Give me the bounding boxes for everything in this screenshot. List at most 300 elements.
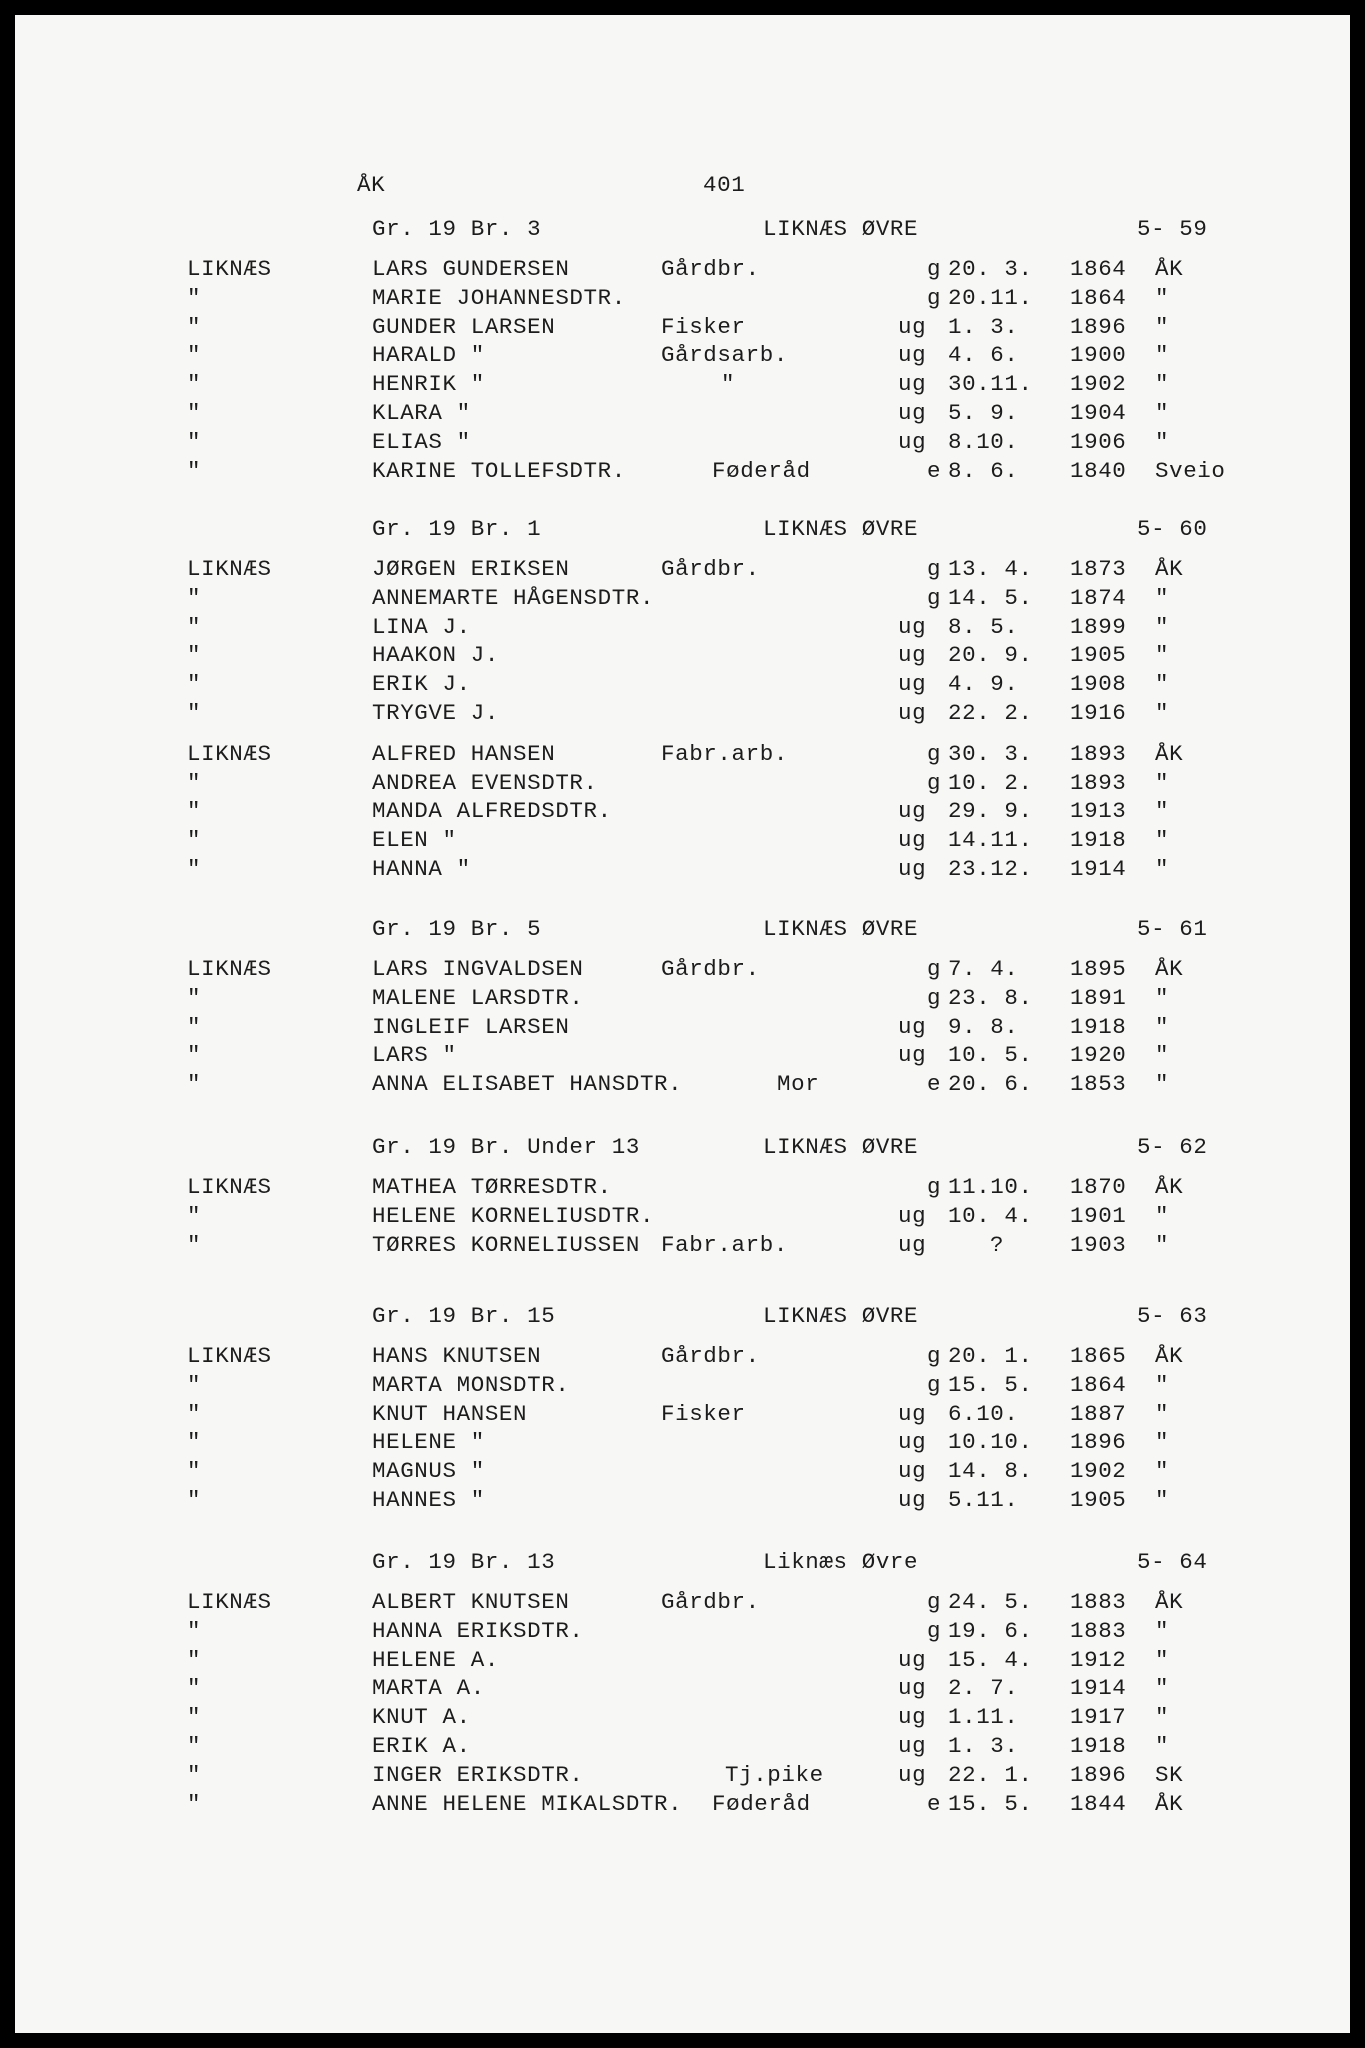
row-birth-year: 1918 — [1070, 1013, 1127, 1040]
row-place: " — [187, 827, 202, 854]
row-marital-status: ug — [898, 1704, 927, 1731]
person-row — [15, 797, 1350, 826]
row-name: HANS KNUTSEN — [372, 1343, 542, 1369]
section-farm-number: Gr. 19 Br. 1 — [372, 516, 542, 542]
row-marital-status: ug — [898, 855, 927, 882]
row-birth-date: 1.11. — [948, 1704, 1019, 1731]
row-place: LIKNÆS — [187, 1174, 272, 1200]
row-place: " — [187, 1732, 202, 1759]
row-place: " — [187, 313, 202, 340]
row-name: HAAKON J. — [372, 642, 499, 669]
person-row — [15, 613, 1350, 642]
row-marital-status: ug — [898, 1013, 927, 1040]
person-row — [15, 457, 1350, 486]
row-place: " — [187, 984, 202, 1011]
person-row — [15, 826, 1350, 855]
row-birth-year: 1896 — [1070, 313, 1127, 340]
row-birth-year: 1840 — [1070, 457, 1127, 484]
row-marital-status: ug — [898, 1400, 927, 1427]
row-birth-date: 6.10. — [948, 1400, 1019, 1427]
row-name: ANNE HELENE MIKALSDTR. — [372, 1790, 683, 1817]
row-name: ERIK A. — [372, 1732, 471, 1759]
row-name: TØRRES KORNELIUSSEN — [372, 1231, 640, 1258]
person-row — [15, 313, 1350, 342]
row-occupation: " — [721, 371, 736, 398]
person-row — [15, 341, 1350, 370]
row-marital-status: ug — [898, 798, 927, 825]
person-row — [15, 670, 1350, 699]
row-birthplace: " — [1155, 1732, 1170, 1759]
row-marital-status: g — [927, 556, 942, 582]
row-birth-date: 23.12. — [948, 855, 1033, 882]
section-farm-number: Gr. 19 Br. 13 — [372, 1549, 556, 1575]
section-reference: 5- 61 — [1137, 916, 1208, 942]
row-birth-year: 1891 — [1070, 984, 1127, 1011]
row-marital-status: ug — [898, 671, 927, 698]
row-marital-status: ug — [898, 1429, 927, 1456]
row-birth-year: 1895 — [1070, 956, 1127, 982]
row-occupation: Gårdbr. — [661, 256, 760, 282]
row-name: LARS INGVALDSEN — [372, 956, 584, 982]
section-area-name: LIKNÆS ØVRE — [763, 216, 919, 242]
row-birth-date: 20. 6. — [948, 1071, 1033, 1098]
section-area-name: Liknæs Øvre — [763, 1549, 919, 1575]
row-birth-date: 23. 8. — [948, 984, 1033, 1011]
row-birth-year: 1899 — [1070, 613, 1127, 640]
row-birth-year: 1853 — [1070, 1071, 1127, 1098]
row-birth-date: 20. 1. — [948, 1343, 1033, 1369]
row-birthplace: ÅK — [1155, 1589, 1184, 1615]
row-name: HELENE A. — [372, 1646, 499, 1673]
section-header — [15, 1302, 1350, 1342]
row-place: " — [187, 399, 202, 426]
row-name: LINA J. — [372, 613, 471, 640]
page-number: 401 — [703, 172, 746, 198]
row-place: " — [187, 1429, 202, 1456]
row-place: " — [187, 1646, 202, 1673]
row-place: " — [187, 671, 202, 698]
row-marital-status: ug — [898, 371, 927, 398]
row-occupation: Mor — [777, 1071, 820, 1098]
row-place: LIKNÆS — [187, 956, 272, 982]
row-birth-date: 1. 3. — [948, 313, 1019, 340]
row-birthplace: " — [1155, 827, 1170, 854]
row-marital-status: g — [927, 1617, 942, 1644]
row-birth-date: 2. 7. — [948, 1675, 1019, 1702]
person-row — [15, 255, 1350, 284]
row-birth-date: 30.11. — [948, 371, 1033, 398]
row-place: LIKNÆS — [187, 1343, 272, 1369]
row-birth-date: 8. 6. — [948, 457, 1019, 484]
row-name: TRYGVE J. — [372, 699, 499, 726]
row-birth-date: 15. 5. — [948, 1371, 1033, 1398]
row-place: " — [187, 613, 202, 640]
section-reference: 5- 63 — [1137, 1303, 1208, 1329]
row-name: KNUT A. — [372, 1704, 471, 1731]
row-place: LIKNÆS — [187, 740, 272, 767]
row-birthplace: " — [1155, 1458, 1170, 1485]
row-marital-status: ug — [898, 1231, 927, 1258]
row-birth-date: 20.11. — [948, 284, 1033, 311]
person-row — [15, 1400, 1350, 1429]
row-birth-year: 1920 — [1070, 1042, 1127, 1069]
person-row — [15, 1588, 1350, 1617]
row-name: LARS " — [372, 1042, 457, 1069]
person-row — [15, 284, 1350, 313]
row-place: " — [187, 1617, 202, 1644]
person-row — [15, 1703, 1350, 1732]
person-row — [15, 1342, 1350, 1371]
row-marital-status: ug — [898, 1486, 927, 1513]
row-birth-date: 20. 9. — [948, 642, 1033, 669]
person-row — [15, 1173, 1350, 1202]
row-name: KARINE TOLLEFSDTR. — [372, 457, 626, 484]
person-row — [15, 1646, 1350, 1675]
row-birth-date: 11.10. — [948, 1174, 1033, 1200]
row-birth-date: 13. 4. — [948, 556, 1033, 582]
row-occupation: Fabr.arb. — [661, 1231, 788, 1258]
row-birth-year: 1917 — [1070, 1704, 1127, 1731]
row-birth-date: 10. 2. — [948, 769, 1033, 796]
row-name: HENRIK " — [372, 371, 485, 398]
section-area-name: LIKNÆS ØVRE — [763, 1303, 919, 1329]
row-birthplace: " — [1155, 1371, 1170, 1398]
register-section — [15, 515, 1350, 884]
row-birthplace: " — [1155, 1704, 1170, 1731]
row-birthplace: " — [1155, 1400, 1170, 1427]
row-marital-status: ug — [898, 1761, 927, 1788]
row-birthplace: Sveio — [1155, 457, 1226, 484]
row-birth-date: 20. 3. — [948, 256, 1033, 282]
row-place: " — [187, 428, 202, 455]
row-marital-status: g — [927, 984, 942, 1011]
row-birth-year: 1918 — [1070, 827, 1127, 854]
section-area-name: LIKNÆS ØVRE — [763, 916, 919, 942]
row-name: MALENE LARSDTR. — [372, 984, 584, 1011]
row-name: ALBERT KNUTSEN — [372, 1589, 570, 1615]
row-birth-year: 1912 — [1070, 1646, 1127, 1673]
row-birth-year: 1902 — [1070, 371, 1127, 398]
person-row — [15, 1457, 1350, 1486]
row-place: " — [187, 584, 202, 611]
row-birthplace: " — [1155, 984, 1170, 1011]
row-place: " — [187, 284, 202, 311]
row-name: HARALD " — [372, 342, 485, 369]
row-marital-status: g — [927, 1343, 942, 1369]
row-birth-year: 1883 — [1070, 1589, 1127, 1615]
section-farm-number: Gr. 19 Br. 5 — [372, 916, 542, 942]
row-place: " — [187, 1231, 202, 1258]
row-birthplace: " — [1155, 1429, 1170, 1456]
row-occupation: Fisker — [661, 1400, 746, 1427]
row-birthplace: ÅK — [1155, 956, 1184, 982]
row-name: MANDA ALFREDSDTR. — [372, 798, 612, 825]
row-birth-year: 1903 — [1070, 1231, 1127, 1258]
row-birth-year: 1864 — [1070, 256, 1127, 282]
row-birthplace: " — [1155, 1617, 1170, 1644]
row-birthplace: " — [1155, 671, 1170, 698]
person-row — [15, 370, 1350, 399]
row-marital-status: g — [927, 1371, 942, 1398]
row-place: " — [187, 798, 202, 825]
row-name: KNUT HANSEN — [372, 1400, 528, 1427]
row-marital-status: ug — [898, 399, 927, 426]
row-birth-date: 4. 9. — [948, 671, 1019, 698]
row-birthplace: ÅK — [1155, 1174, 1184, 1200]
row-marital-status: g — [927, 769, 942, 796]
person-row — [15, 584, 1350, 613]
row-place: " — [187, 1458, 202, 1485]
row-birthplace: " — [1155, 855, 1170, 882]
row-place: LIKNÆS — [187, 256, 272, 282]
row-place: " — [187, 1790, 202, 1817]
row-marital-status: e — [927, 457, 942, 484]
row-name: ALFRED HANSEN — [372, 740, 556, 767]
row-birth-date: 22. 1. — [948, 1761, 1033, 1788]
row-name: MARTA A. — [372, 1675, 485, 1702]
row-birth-year: 1893 — [1070, 769, 1127, 796]
register-section — [15, 1133, 1350, 1259]
row-marital-status: ug — [898, 1732, 927, 1759]
row-birth-year: 1896 — [1070, 1429, 1127, 1456]
row-place: LIKNÆS — [187, 556, 272, 582]
register-section — [15, 1548, 1350, 1818]
row-name: INGLEIF LARSEN — [372, 1013, 570, 1040]
row-name: HANNES " — [372, 1486, 485, 1513]
row-birthplace: " — [1155, 584, 1170, 611]
row-birth-year: 1914 — [1070, 1675, 1127, 1702]
row-birthplace: " — [1155, 642, 1170, 669]
row-birth-year: 1883 — [1070, 1617, 1127, 1644]
row-birth-date: 22. 2. — [948, 699, 1033, 726]
row-marital-status: ug — [898, 699, 927, 726]
row-name: ERIK J. — [372, 671, 471, 698]
row-place: " — [187, 1042, 202, 1069]
row-birth-date: 10. 5. — [948, 1042, 1033, 1069]
row-birth-year: 1865 — [1070, 1343, 1127, 1369]
row-birthplace: SK — [1155, 1761, 1184, 1788]
section-header — [15, 1548, 1350, 1588]
row-place: " — [187, 371, 202, 398]
row-place: " — [187, 1400, 202, 1427]
person-row — [15, 1371, 1350, 1400]
row-marital-status: ug — [898, 1675, 927, 1702]
row-birth-year: 1864 — [1070, 1371, 1127, 1398]
person-row — [15, 955, 1350, 984]
row-birth-year: 1905 — [1070, 642, 1127, 669]
row-place: " — [187, 1486, 202, 1513]
row-birth-date: 7. 4. — [948, 956, 1019, 982]
row-occupation: Føderåd — [712, 1790, 811, 1817]
row-place: " — [187, 342, 202, 369]
person-row — [15, 641, 1350, 670]
section-farm-number: Gr. 19 Br. Under 13 — [372, 1134, 640, 1160]
row-place: " — [187, 1704, 202, 1731]
person-row — [15, 1674, 1350, 1703]
row-marital-status: ug — [898, 1042, 927, 1069]
row-marital-status: ug — [898, 342, 927, 369]
row-name: ANDREA EVENSDTR. — [372, 769, 598, 796]
row-birth-year: 1904 — [1070, 399, 1127, 426]
row-birth-year: 1906 — [1070, 428, 1127, 455]
person-row — [15, 1790, 1350, 1819]
row-birth-year: 1913 — [1070, 798, 1127, 825]
row-name: HELENE " — [372, 1429, 485, 1456]
row-place: " — [187, 457, 202, 484]
row-birth-year: 1914 — [1070, 855, 1127, 882]
row-occupation: Gårdbr. — [661, 556, 760, 582]
row-birth-date: 8. 5. — [948, 613, 1019, 640]
row-birth-year: 1870 — [1070, 1174, 1127, 1200]
row-birthplace: " — [1155, 769, 1170, 796]
row-name: JØRGEN ERIKSEN — [372, 556, 570, 582]
row-name: LARS GUNDERSEN — [372, 256, 570, 282]
row-birth-year: 1873 — [1070, 556, 1127, 582]
person-row — [15, 428, 1350, 457]
row-birthplace: " — [1155, 342, 1170, 369]
row-occupation: Tj.pike — [725, 1761, 824, 1788]
row-birthplace: " — [1155, 1071, 1170, 1098]
row-birthplace: " — [1155, 399, 1170, 426]
row-birth-date: ? — [990, 1231, 1005, 1258]
row-birthplace: " — [1155, 284, 1170, 311]
row-birth-date: 8.10. — [948, 428, 1019, 455]
row-birth-date: 19. 6. — [948, 1617, 1033, 1644]
row-birthplace: " — [1155, 613, 1170, 640]
row-marital-status: ug — [898, 1202, 927, 1229]
row-marital-status: g — [927, 284, 942, 311]
register-section — [15, 915, 1350, 1099]
person-row — [15, 399, 1350, 428]
row-birth-year: 1901 — [1070, 1202, 1127, 1229]
row-place: " — [187, 1013, 202, 1040]
row-name: HELENE KORNELIUSDTR. — [372, 1202, 655, 1229]
row-occupation: Gårdbr. — [661, 956, 760, 982]
row-marital-status: ug — [898, 827, 927, 854]
row-birthplace: ÅK — [1155, 256, 1184, 282]
register-section — [15, 1302, 1350, 1515]
row-birth-date: 29. 9. — [948, 798, 1033, 825]
section-area-name: LIKNÆS ØVRE — [763, 516, 919, 542]
row-name: MATHEA TØRRESDTR. — [372, 1174, 612, 1200]
row-name: MARIE JOHANNESDTR. — [372, 284, 626, 311]
row-birthplace: " — [1155, 699, 1170, 726]
row-birthplace: " — [1155, 1486, 1170, 1513]
row-birth-date: 30. 3. — [948, 740, 1033, 767]
section-reference: 5- 62 — [1137, 1134, 1208, 1160]
row-birth-date: 5. 9. — [948, 399, 1019, 426]
row-marital-status: g — [927, 584, 942, 611]
row-place: " — [187, 855, 202, 882]
row-birthplace: " — [1155, 1013, 1170, 1040]
row-birthplace: ÅK — [1155, 740, 1184, 767]
row-birth-year: 1874 — [1070, 584, 1127, 611]
section-header — [15, 915, 1350, 955]
row-birthplace: " — [1155, 798, 1170, 825]
row-birthplace: " — [1155, 1202, 1170, 1229]
person-row — [15, 1486, 1350, 1515]
row-occupation: Fabr.arb. — [661, 740, 788, 767]
row-birth-date: 24. 5. — [948, 1589, 1033, 1615]
row-marital-status: ug — [898, 1646, 927, 1673]
row-birthplace: " — [1155, 1675, 1170, 1702]
person-row — [15, 984, 1350, 1013]
person-row — [15, 1013, 1350, 1042]
row-marital-status: e — [927, 1071, 942, 1098]
section-header — [15, 1133, 1350, 1173]
row-birthplace: ÅK — [1155, 556, 1184, 582]
row-birth-year: 1893 — [1070, 740, 1127, 767]
row-birth-date: 14. 5. — [948, 584, 1033, 611]
row-place: " — [187, 699, 202, 726]
row-marital-status: ug — [898, 613, 927, 640]
row-marital-status: g — [927, 740, 942, 767]
row-marital-status: g — [927, 956, 942, 982]
row-birth-date: 9. 8. — [948, 1013, 1019, 1040]
row-birth-year: 1905 — [1070, 1486, 1127, 1513]
row-birth-year: 1918 — [1070, 1732, 1127, 1759]
person-row — [15, 740, 1350, 769]
row-name: HANNA ERIKSDTR. — [372, 1617, 584, 1644]
row-name: GUNDER LARSEN — [372, 313, 556, 340]
row-marital-status: g — [927, 1589, 942, 1615]
row-birth-date: 1. 3. — [948, 1732, 1019, 1759]
row-occupation: Fisker — [661, 313, 746, 340]
row-birth-date: 15. 4. — [948, 1646, 1033, 1673]
row-birthplace: ÅK — [1155, 1790, 1184, 1817]
section-reference: 5- 60 — [1137, 516, 1208, 542]
row-place: " — [187, 769, 202, 796]
row-marital-status: ug — [898, 1458, 927, 1485]
row-place: " — [187, 1371, 202, 1398]
section-header — [15, 215, 1350, 255]
row-occupation: Føderåd — [712, 457, 811, 484]
row-birth-year: 1896 — [1070, 1761, 1127, 1788]
row-birth-date: 14.11. — [948, 827, 1033, 854]
row-occupation: Gårdbr. — [661, 1343, 760, 1369]
row-birthplace: " — [1155, 1231, 1170, 1258]
section-farm-number: Gr. 19 Br. 15 — [372, 1303, 556, 1329]
page-text — [15, 15, 1350, 1817]
person-row — [15, 1070, 1350, 1099]
row-birth-date: 15. 5. — [948, 1790, 1033, 1817]
person-row — [15, 1732, 1350, 1761]
row-place: " — [187, 1675, 202, 1702]
row-place: " — [187, 642, 202, 669]
person-row — [15, 1761, 1350, 1790]
row-occupation: Gårdsarb. — [661, 342, 788, 369]
row-birth-year: 1844 — [1070, 1790, 1127, 1817]
row-birthplace: " — [1155, 428, 1170, 455]
row-birth-date: 4. 6. — [948, 342, 1019, 369]
row-marital-status: ug — [898, 642, 927, 669]
row-marital-status: ug — [898, 313, 927, 340]
person-row — [15, 1041, 1350, 1070]
row-birth-date: 10.10. — [948, 1429, 1033, 1456]
row-birth-date: 5.11. — [948, 1486, 1019, 1513]
row-name: MARTA MONSDTR. — [372, 1371, 570, 1398]
row-place: " — [187, 1071, 202, 1098]
section-reference: 5- 59 — [1137, 216, 1208, 242]
row-name: ELEN " — [372, 827, 457, 854]
row-name: INGER ERIKSDTR. — [372, 1761, 584, 1788]
row-marital-status: g — [927, 1174, 942, 1200]
row-occupation: Gårdbr. — [661, 1589, 760, 1615]
row-birth-date: 10. 4. — [948, 1202, 1033, 1229]
row-name: ELIAS " — [372, 428, 471, 455]
row-birth-year: 1916 — [1070, 699, 1127, 726]
row-name: MAGNUS " — [372, 1458, 485, 1485]
